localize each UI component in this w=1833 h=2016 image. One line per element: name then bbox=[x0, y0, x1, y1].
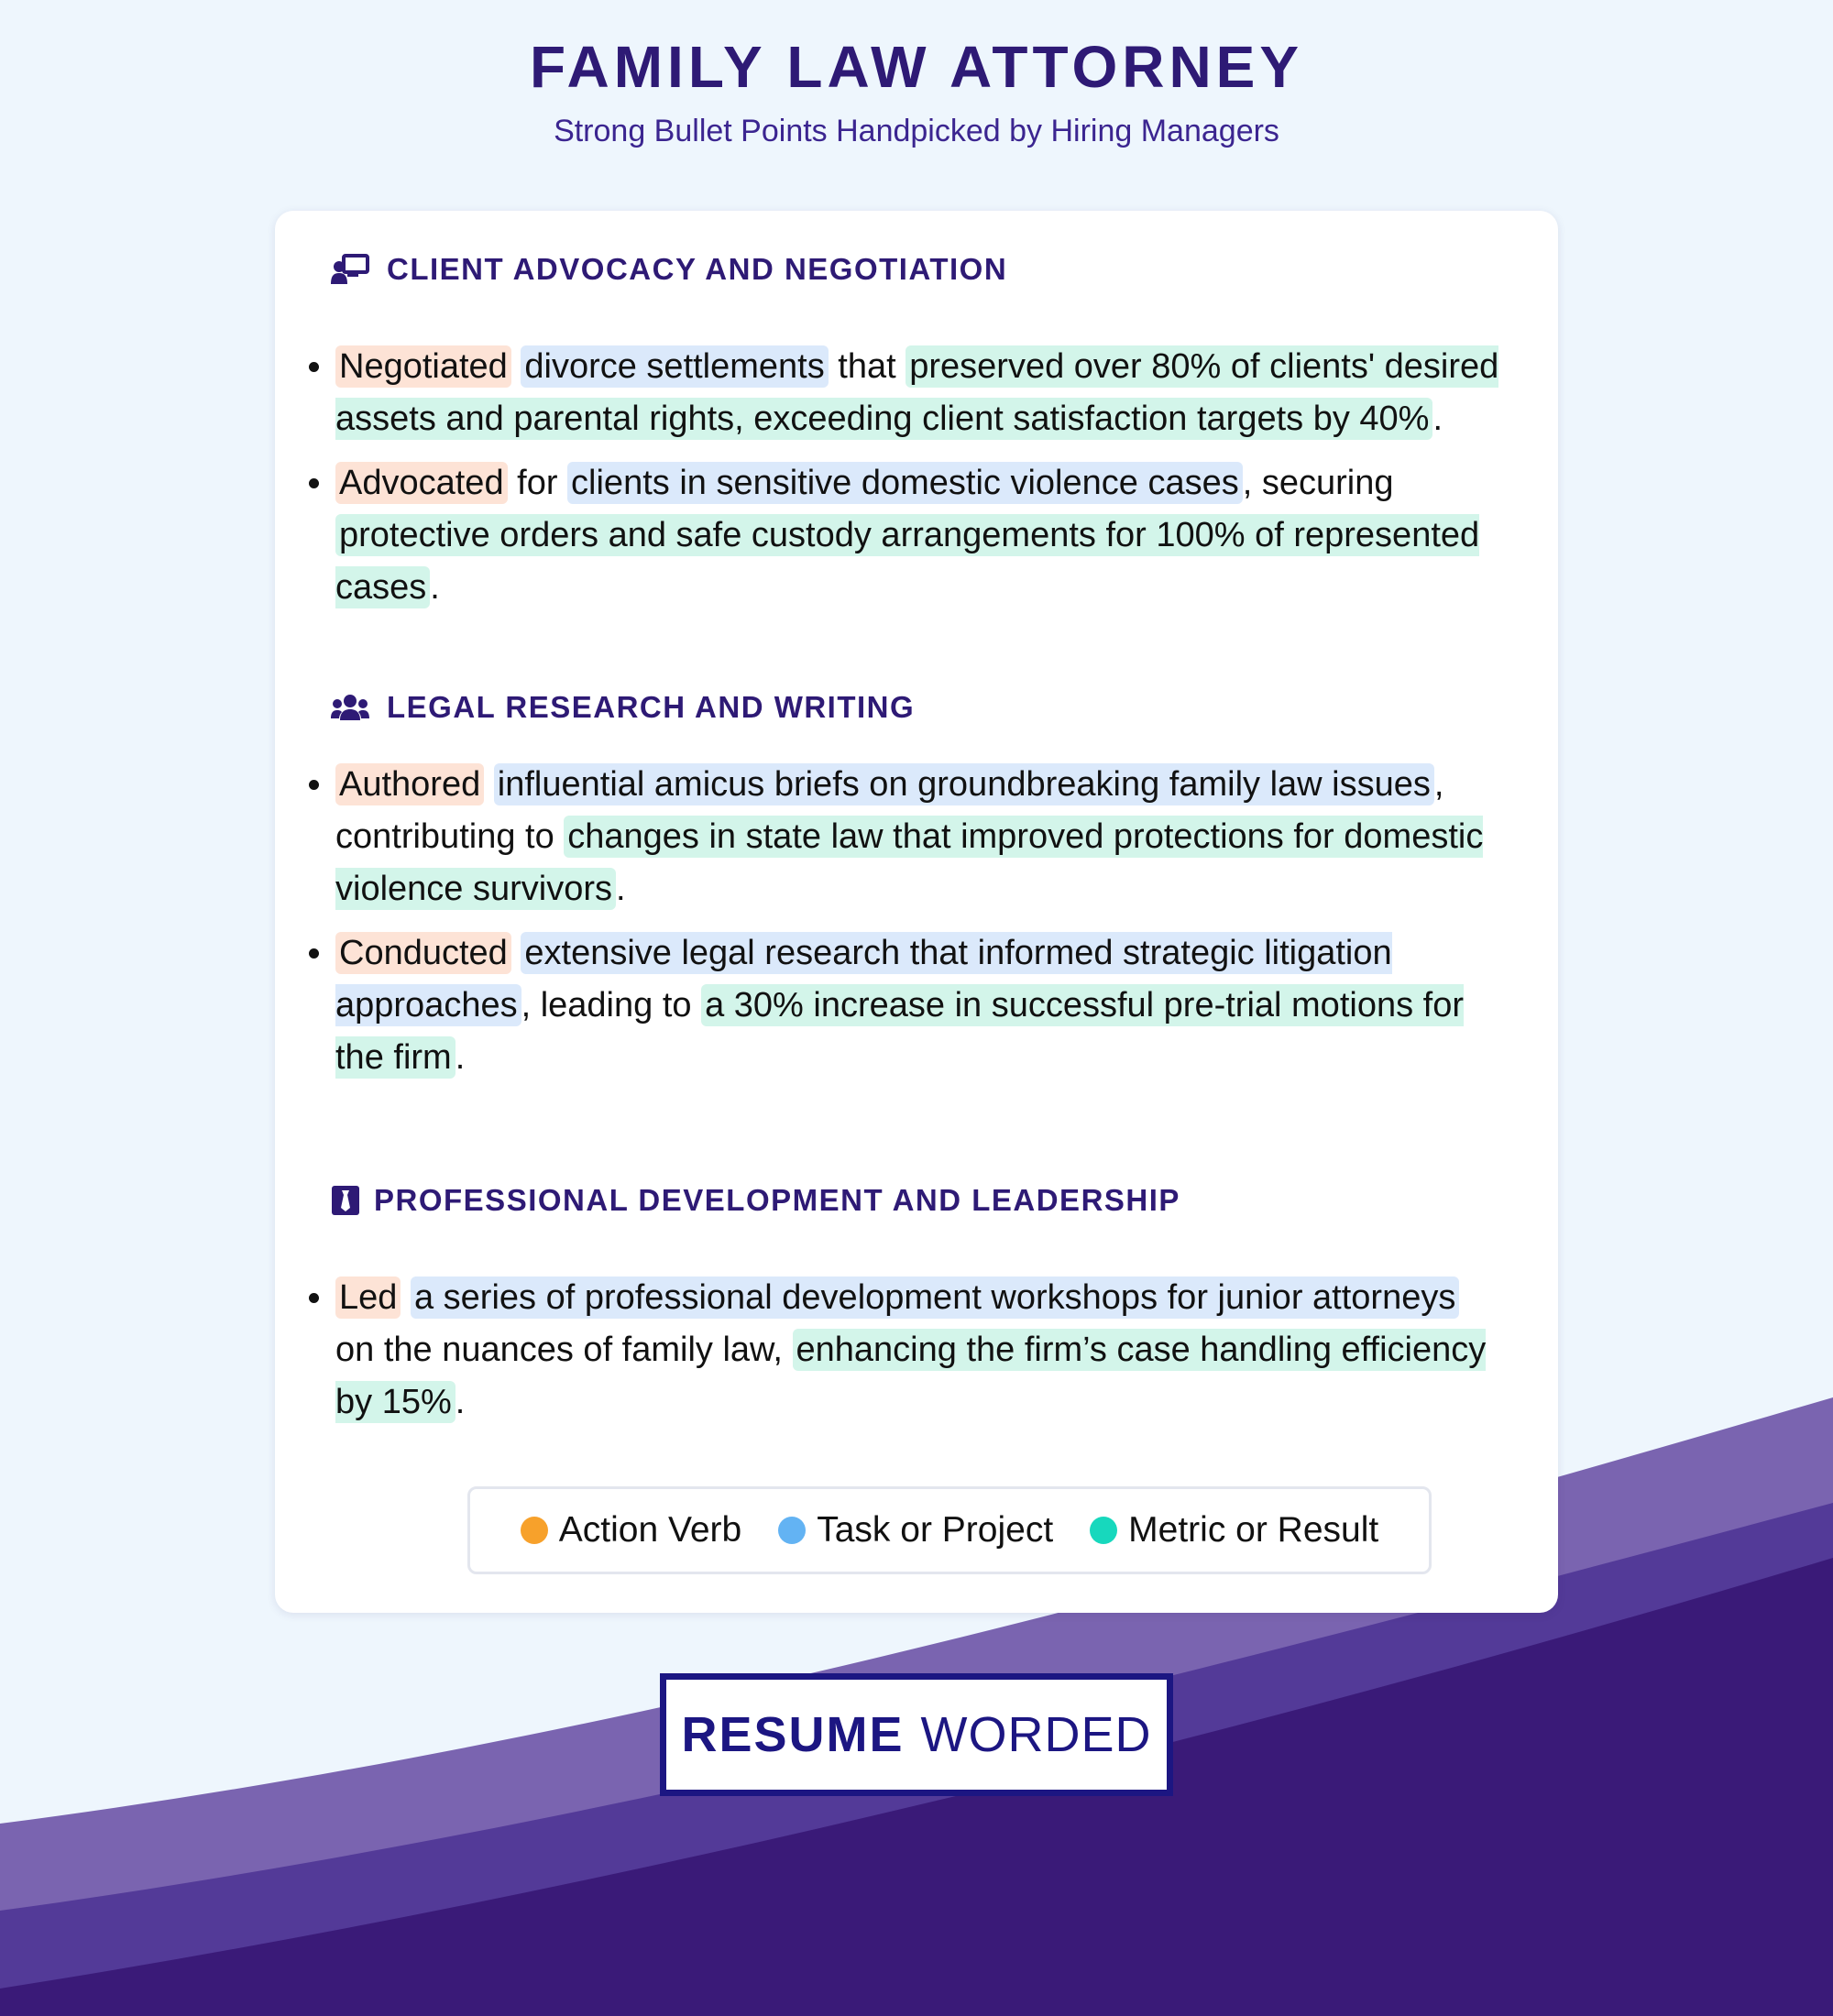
bullet-text: , contributing to bbox=[335, 765, 1444, 856]
task-highlight: extensive legal research that informed strategic litigation approaches bbox=[335, 934, 1392, 1024]
legend-item-action-verb bbox=[521, 1510, 741, 1550]
bullet-list bbox=[275, 1272, 1501, 1441]
brand-regular: WORDED bbox=[920, 1707, 1152, 1762]
bullet-text bbox=[511, 347, 521, 386]
legend-dot bbox=[778, 1517, 806, 1544]
legend-label: Metric or Result bbox=[1128, 1510, 1379, 1550]
bullet-list bbox=[275, 341, 1501, 626]
bullet-text: , leading to bbox=[521, 986, 702, 1024]
metric-highlight: preserved over 80% of clients' desired assets and parental rights, exceeding client satisfaction targets by 40% bbox=[335, 347, 1499, 438]
legend-label: Action Verb bbox=[558, 1510, 742, 1550]
bullet-text bbox=[401, 1278, 411, 1317]
bullet-text: . bbox=[1432, 400, 1443, 438]
task-highlight: a series of professional development workshops for junior attorneys bbox=[411, 1276, 1459, 1319]
action-verb-highlight: Authored bbox=[335, 763, 484, 805]
bullet-card bbox=[275, 211, 1558, 1613]
legend-item-metric bbox=[1090, 1510, 1378, 1550]
legend-dot bbox=[521, 1517, 548, 1544]
metric-highlight: protective orders and safe custody arrangements for 100% of represented cases bbox=[335, 516, 1480, 607]
section-title: LEGAL RESEARCH AND WRITING bbox=[387, 690, 916, 724]
bullet-text bbox=[511, 934, 521, 972]
bullet-text: on the nuances of family law, bbox=[335, 1331, 793, 1369]
highlight-legend bbox=[467, 1486, 1432, 1574]
legend-dot bbox=[1090, 1517, 1117, 1544]
legend-item-task bbox=[778, 1510, 1053, 1550]
bullet-item bbox=[335, 759, 1501, 915]
bullet-item bbox=[335, 457, 1501, 614]
task-highlight: influential amicus briefs on groundbreaking family law issues bbox=[494, 763, 1434, 805]
action-verb-highlight: Led bbox=[335, 1276, 401, 1319]
bullet-list bbox=[275, 759, 1501, 1096]
metric-highlight: enhancing the firm’s case handling efficiency by 15% bbox=[335, 1331, 1487, 1421]
bullet-text: that bbox=[828, 347, 906, 386]
section-header bbox=[330, 687, 915, 728]
bullet-text: , securing bbox=[1242, 464, 1394, 502]
metric-highlight: changes in state law that improved protections for domestic violence survivors bbox=[335, 817, 1484, 908]
bullet-text: for bbox=[507, 464, 568, 502]
task-highlight: divorce settlements bbox=[521, 345, 828, 388]
tie-icon bbox=[330, 1180, 361, 1221]
action-verb-highlight: Advocated bbox=[335, 462, 508, 504]
users-icon bbox=[330, 687, 370, 728]
section-title: CLIENT ADVOCACY AND NEGOTIATION bbox=[387, 252, 1008, 286]
bullet-text bbox=[484, 765, 494, 804]
section-title: PROFESSIONAL DEVELOPMENT AND LEADERSHIP bbox=[374, 1183, 1180, 1217]
metric-highlight: a 30% increase in successful pre-trial motions for the firm bbox=[335, 986, 1464, 1077]
bullet-text: . bbox=[430, 568, 440, 607]
bullet-item bbox=[335, 927, 1501, 1084]
bullet-item bbox=[335, 341, 1501, 445]
page-title: FAMILY LAW ATTORNEY bbox=[529, 34, 1304, 100]
section-header bbox=[330, 1180, 1180, 1221]
action-verb-highlight: Conducted bbox=[335, 932, 511, 974]
bullet-text: . bbox=[455, 1383, 466, 1421]
bullet-item bbox=[335, 1272, 1501, 1429]
task-highlight: clients in sensitive domestic violence cases bbox=[567, 462, 1243, 504]
resume-worded-logo[interactable] bbox=[660, 1673, 1173, 1796]
action-verb-highlight: Negotiated bbox=[335, 345, 511, 388]
brand-bold: RESUME bbox=[681, 1707, 905, 1762]
presentation-icon bbox=[330, 249, 370, 290]
section-header bbox=[330, 249, 1007, 290]
bullet-text: . bbox=[616, 870, 626, 908]
bullet-text: . bbox=[455, 1038, 466, 1077]
page-subtitle: Strong Bullet Points Handpicked by Hiring Managers bbox=[554, 114, 1279, 148]
legend-label: Task or Project bbox=[817, 1510, 1054, 1550]
